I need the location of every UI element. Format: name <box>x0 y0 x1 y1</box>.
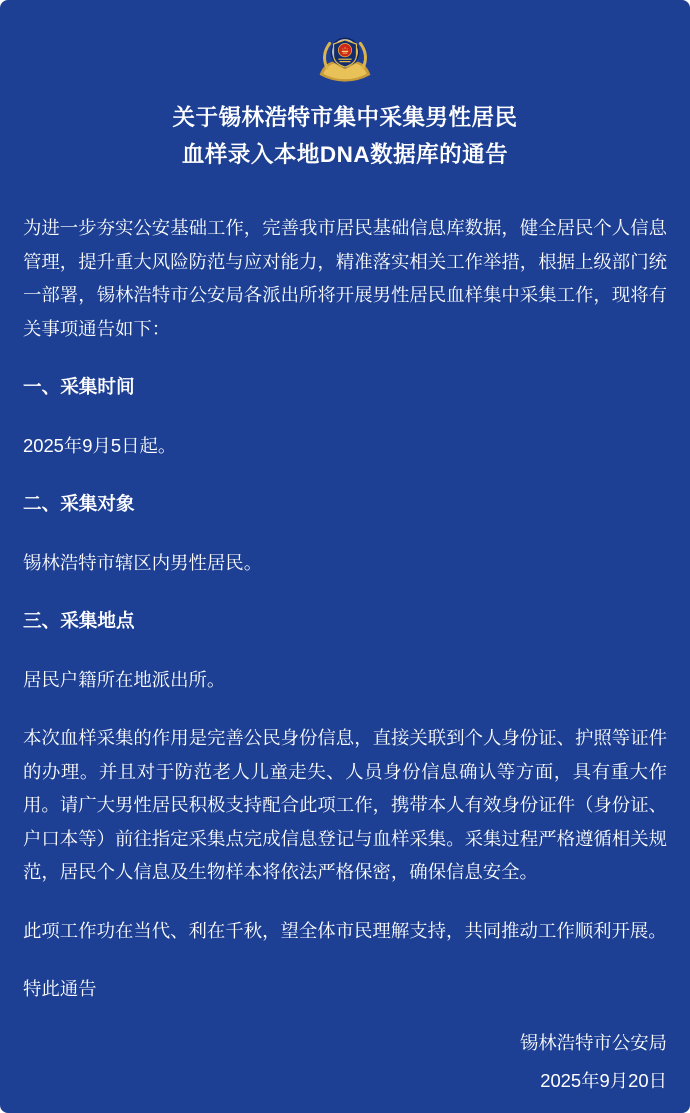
section-2-body: 锡林浩特市辖区内男性居民。 <box>23 551 263 573</box>
purpose-paragraph: 本次血样采集的作用是完善公民身份信息，直接关联到个人身份证、护照等证件的办理。并且对于防范老人儿童走失、人员身份信息确认等方面，具有重大作用。请广大男性居民积极支持配合此项工作，携带本人有效身份证件（身份证、户口本等）前往指定采集点完成信息登记与血样采集。采集过程严格遵循相关规范，居民个人信息及生物样本将依法严格保密，确保信息安全。 <box>23 727 667 882</box>
notice-body <box>23 211 667 1006</box>
section-3-body: 居民户籍所在地派出所。 <box>23 668 226 690</box>
section-2-heading: 二、采集对象 <box>23 493 135 514</box>
section-1-body: 2025年9月5日起。 <box>23 434 177 456</box>
signature: 锡林浩特市公安局 <box>519 1031 667 1053</box>
notice-title <box>23 99 667 173</box>
notice-title-line-2: 血样录入本地DNA数据库的通告 <box>181 142 509 167</box>
notice-date: 2025年9月20日 <box>540 1069 667 1091</box>
section-1-heading: 一、采集时间 <box>23 376 135 397</box>
closing-paragraph: 此项工作功在当代、利在千秋，望全体市民理解支持，共同推动工作顺利开展。 <box>23 919 667 941</box>
intro-paragraph: 为进一步夯实公安基础工作，完善我市居民基础信息库数据，健全居民个人信息管理，提升重大风险防范与应对能力，精准落实相关工作举措，根据上级部门统一部署，锡林浩特市公安局各派出所将开展男性居民血样集中采集工作，现将有关事项通告如下： <box>23 217 667 339</box>
section-3-heading: 三、采集地点 <box>23 610 135 631</box>
notice-footer <box>23 1024 667 1100</box>
final-note: 特此通告 <box>23 978 97 999</box>
police-badge-icon <box>316 29 374 87</box>
notice-title-line-1: 关于锡林浩特市集中采集男性居民 <box>172 105 518 130</box>
